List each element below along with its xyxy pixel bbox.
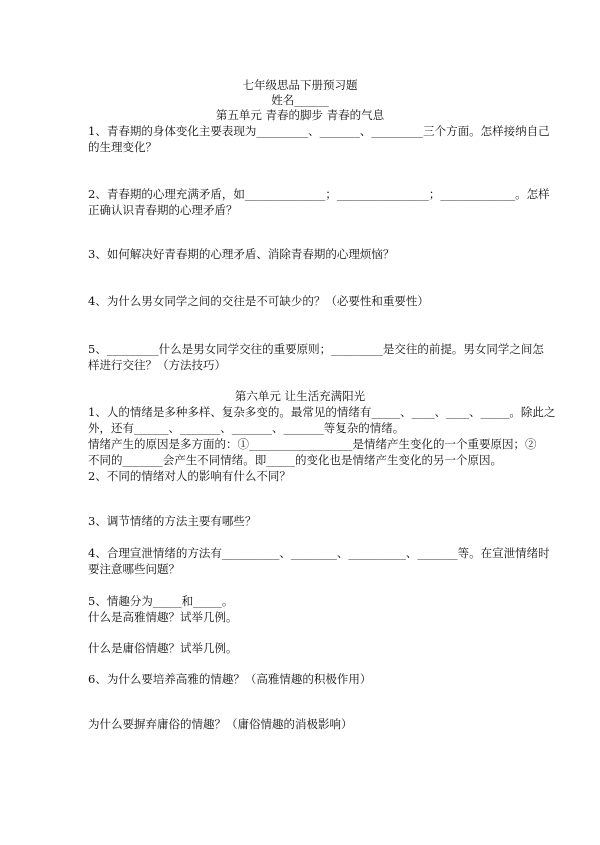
u6-q4-line2: 要注意哪些问题？ xyxy=(88,562,180,576)
u6-q5-line1: 5、情趣分为_____和_____。 xyxy=(88,594,234,608)
u5-q1-line2: 的生理变化？ xyxy=(88,140,157,154)
u6-q5-vulgar: 什么是庸俗情趣？试举几例。 xyxy=(88,641,238,655)
u6-q5-line2: 什么是高雅情趣？试举几例。 xyxy=(88,610,238,624)
u6-q1-line2: 外，还有______、_______、_______、_______等复杂的情绪。 xyxy=(88,421,405,435)
u5-q3: 3、如何解决好青春期的心理矛盾、消除青春期的心理烦恼？ xyxy=(88,247,395,261)
unit5-heading: 第五单元 青春的脚步 青春的气息 xyxy=(215,108,385,122)
u6-q6: 6、为什么要培养高雅的情趣？（高雅情趣的积极作用） xyxy=(88,672,372,686)
unit6-heading: 第六单元 让生活充满阳光 xyxy=(234,389,366,403)
u6-q1-line4: 不同的_______会产生不同情绪。即_____的变化也是情绪产生变化的另一个原因。 xyxy=(88,453,502,467)
u6-q2: 2、不同的情绪对人的影响有什么不同？ xyxy=(88,469,291,483)
u5-q2-line1: 2、青春期的心理充满矛盾，如______________；________________；_____________。怎样 xyxy=(88,187,550,201)
u6-q6-b: 为什么要摒弃庸俗的情趣？（庸俗情趣的消极影响） xyxy=(88,717,353,731)
u5-q5-line1: 5、_________什么是男女同学交往的重要原则；_________是交往的前提。男女同学之间怎 xyxy=(88,342,544,356)
u6-q1-line1: 1、人的情绪是多种多样、复杂多变的。最常见的情绪有_____、____、____、_____。除此之 xyxy=(88,405,556,419)
u6-q4-line1: 4、合理宣泄情绪的方法有__________、________、__________、_______等。在宣泄情绪时 xyxy=(88,546,550,560)
u5-q4: 4、为什么男女同学之间的交往是不可缺少的？（必要性和重要性） xyxy=(88,294,429,308)
page-title: 七年级思品下册预习题 xyxy=(242,78,358,92)
u5-q5-line2: 样进行交往？（方法技巧） xyxy=(88,358,226,372)
u6-q1-line3: 情绪产生的原因是多方面的：①__________________是情绪产生变化的一个重要原因；② xyxy=(88,437,537,451)
u5-q1-line1: 1、青春期的身体变化主要表现为_________、_______、_________三个方面。怎样接纳自己 xyxy=(88,124,550,138)
u6-q3: 3、调节情绪的方法主要有哪些？ xyxy=(88,514,257,528)
name-field-label: 姓名______ xyxy=(271,93,329,107)
u5-q2-line2: 正确认识青春期的心理矛盾？ xyxy=(88,203,238,217)
